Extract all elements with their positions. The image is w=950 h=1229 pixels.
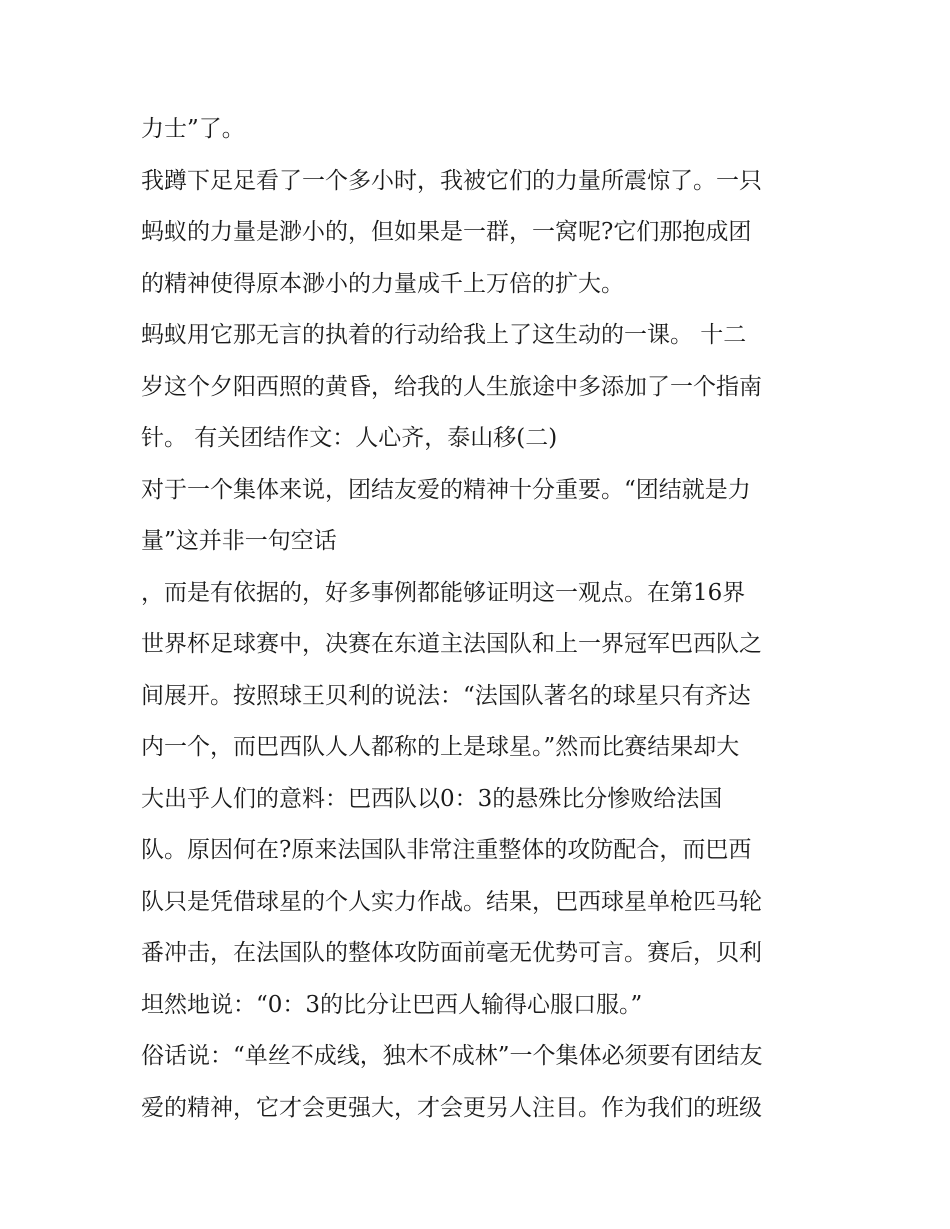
text-line: 蚂蚁的力量是渺小的，但如果是一群，一窝呢?它们那抱成团: [141, 219, 752, 245]
text-line: 量”这并非一句空话: [141, 528, 337, 554]
text-line: 蚂蚁用它那无言的执着的行动给我上了这生动的一课。 十二: [141, 322, 747, 348]
text-line: 队只是凭借球星的个人实力作战。结果，巴西球星单枪匹马轮: [141, 888, 762, 915]
text-line: 番冲击，在法国队的整体攻防面前毫无优势可言。赛后，贝利: [141, 940, 762, 966]
text-line: 力士”了。: [141, 116, 245, 142]
text-line: 大出乎人们的意料：巴西队以0：3的悬殊比分惨败给法国: [141, 785, 723, 812]
text-line: 俗话说：“单丝不成线，独木不成林”一个集体必须要有团结友: [141, 1043, 763, 1069]
text-line: 爱的精神，它才会更强大，才会更另人注目。作为我们的班级: [141, 1094, 762, 1121]
text-line: 内一个，而巴西队人人都称的上是球星。”然而比赛结果却大: [141, 734, 740, 760]
text-line: 的精神使得原本渺小的力量成千上万倍的扩大。: [141, 270, 624, 297]
text-line: 针。 有关团结作文：人心齐，泰山移(二): [141, 425, 558, 451]
essay-text: [141, 104, 821, 1134]
text-line: ，而是有依据的，好多事例都能够证明这一观点。在第16界: [141, 579, 746, 606]
text-line: 岁这个夕阳西照的黄昏，给我的人生旅途中多添加了一个指南: [141, 373, 762, 400]
text-line: 世界杯足球赛中，决赛在东道主法国队和上一界冠军巴西队之: [141, 631, 762, 657]
text-line: 坦然地说：“0：3的比分让巴西人输得心服口服。”: [141, 991, 643, 1018]
text-line: 间展开。按照球王贝利的说法：“法国队著名的球星只有齐达: [141, 682, 751, 709]
text-line: 我蹲下足足看了一个多小时，我被它们的力量所震惊了。一只: [141, 167, 762, 194]
text-line: 对于一个集体来说，团结友爱的精神十分重要。“团结就是力: [141, 476, 751, 503]
text-line: 队。原因何在?原来法国队非常注重整体的攻防配合，而巴西: [141, 837, 752, 863]
